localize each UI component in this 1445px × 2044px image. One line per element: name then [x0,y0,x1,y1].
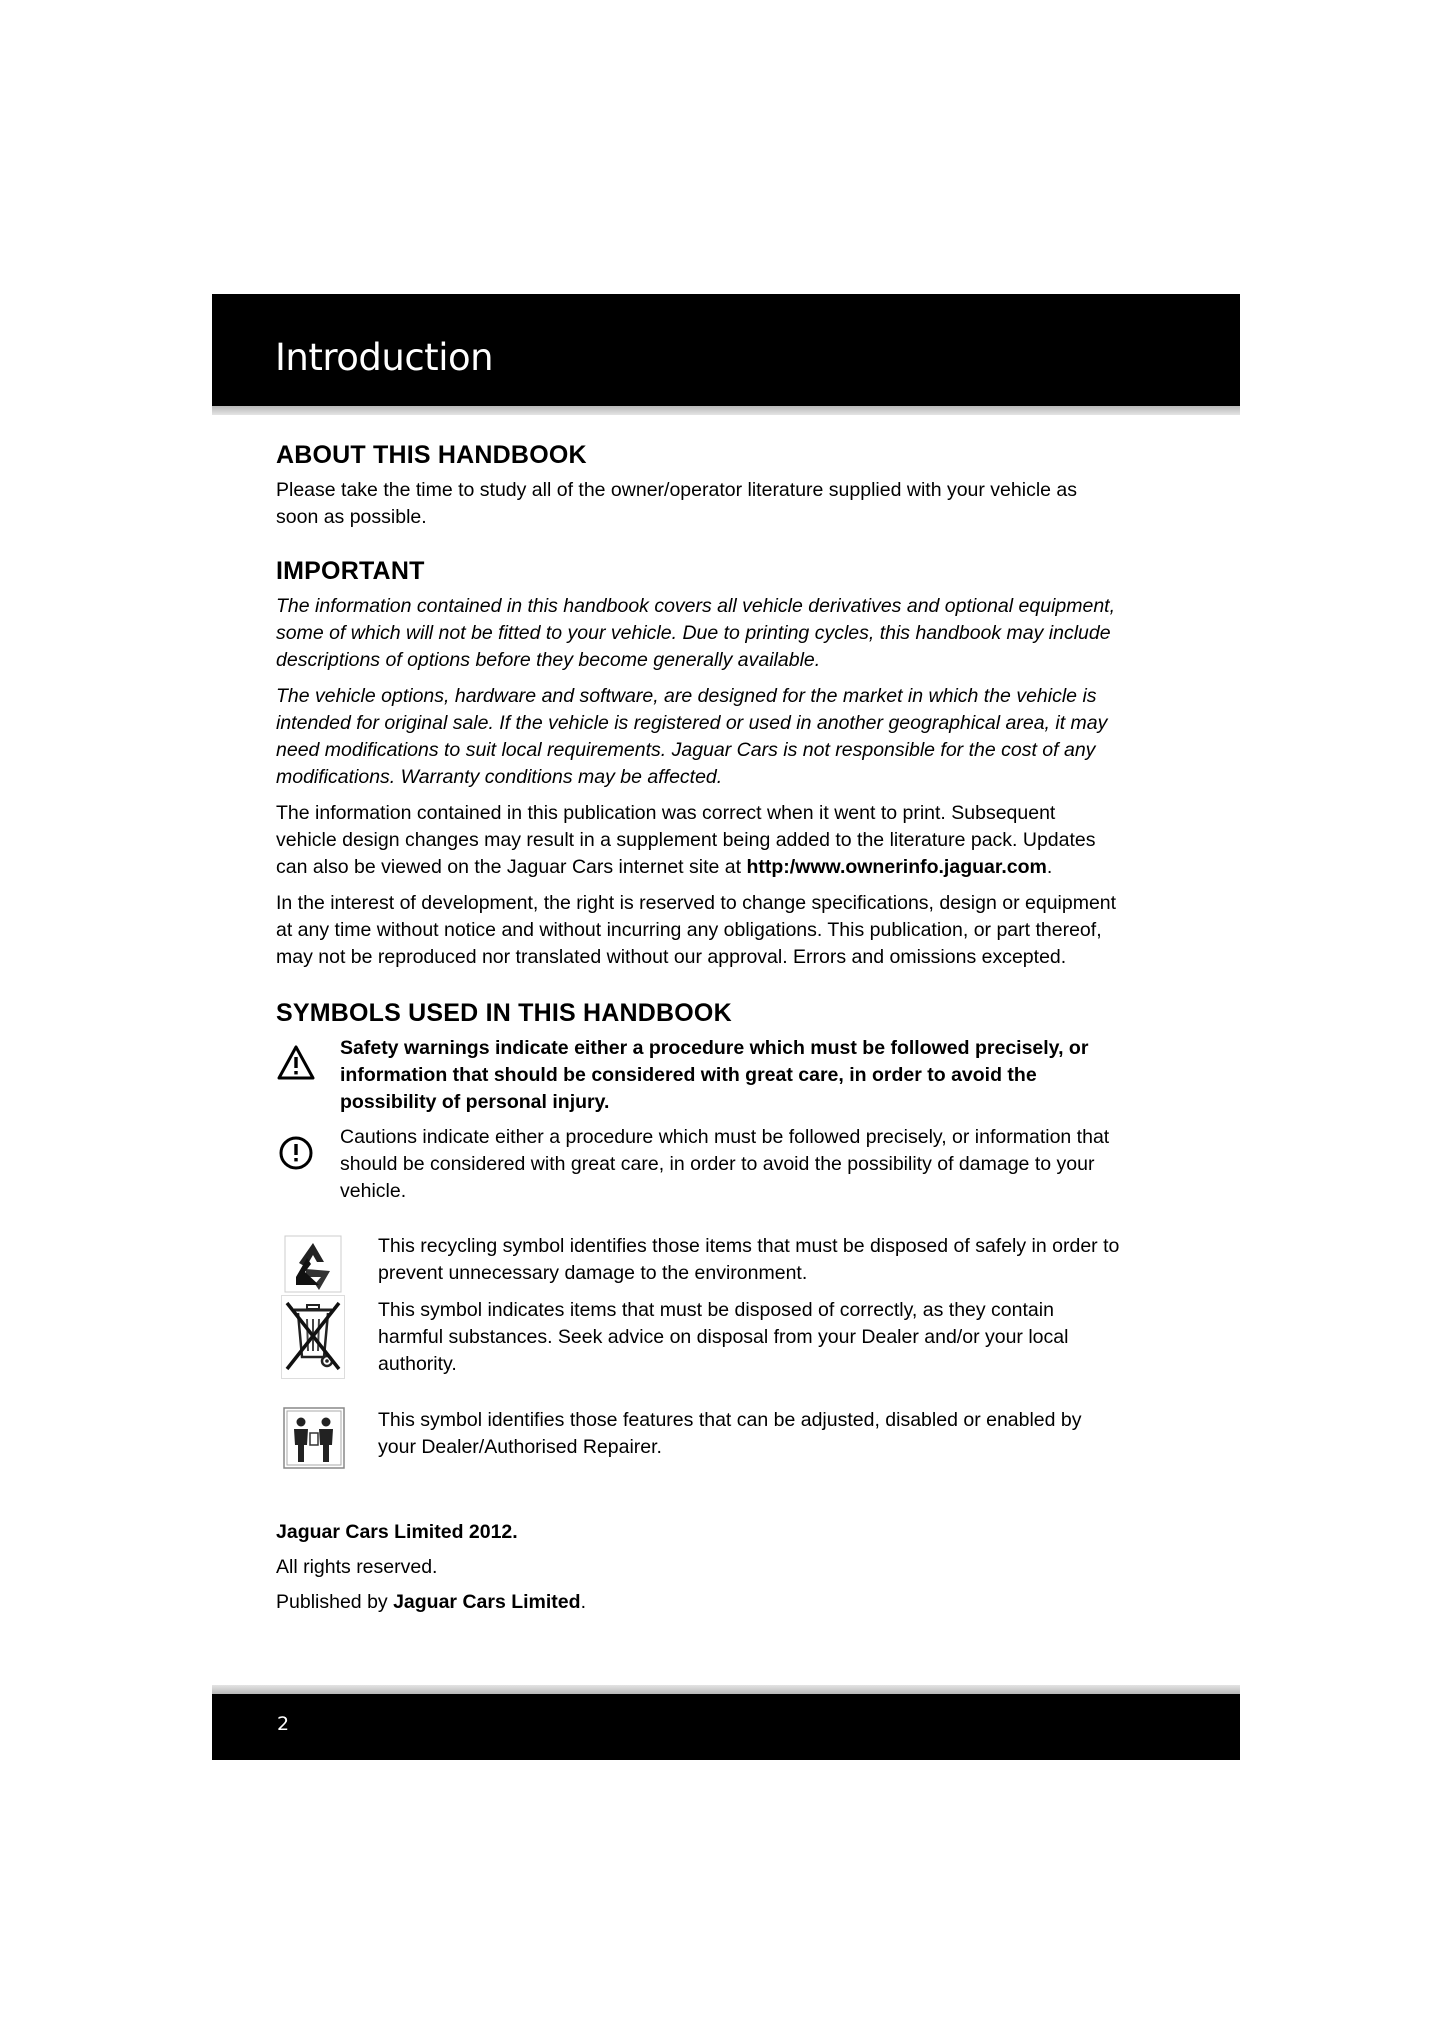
imprint [276,1519,1121,1616]
important-para-3-end: . [1046,856,1053,878]
publisher-prefix: Published by [276,1591,394,1613]
important-heading: IMPORTANT [276,557,425,585]
recycling-icon [284,1235,342,1293]
dealer-symbol-row [276,1407,1121,1461]
header-rule [212,406,1240,415]
chapter-header [212,294,1240,406]
warning-triangle-icon [276,1043,316,1083]
warning-text: Safety warnings indicate either a procedure which must be followed precisely, or information that should be considered with great care, in order to avoid the possibility of personal injury. [340,1037,1089,1113]
symbols-heading: SYMBOLS USED IN THIS HANDBOOK [276,999,732,1027]
publisher-suffix: . [580,1591,586,1613]
warning-symbol-row [276,1035,1121,1116]
crossed-out-bin-icon [281,1295,345,1379]
page-footer [212,1694,1240,1760]
dealer-text: This symbol identifies those features that can be adjusted, disabled or enabled by your Dealer/Authorised Repairer. [378,1409,1082,1458]
disposal-symbol-row [276,1297,1121,1397]
owner-info-url: http:/www.ownerinfo.jaguar.com [746,856,1047,878]
page-number: 2 [277,1713,290,1735]
chapter-title: Introduction [275,336,494,379]
imprint-rights: All rights reserved. [276,1556,438,1578]
disposal-text: This symbol indicates items that must be disposed of correctly, as they contain harmful substances. Seek advice on disposal from your Dealer and/or your local authority. [378,1299,1069,1375]
caution-icon [276,1132,316,1172]
important-para-3-text: The information contained in this publication was correct when it went to print. Subsequent vehicle design changes may result in a supplement being added to the literature pack. Updates can also be viewed on the Jaguar Cars internet site at [276,802,1096,878]
recycling-symbol-row [276,1233,1121,1287]
imprint-publisher [276,1589,1121,1616]
important-para-4: In the interest of development, the right is reserved to change specifications, design or equipment at any time without notice and without incurring any obligations. This publication, or part thereof, may not be reproduced nor translated without our approval. Errors and omissions excepted. [276,892,1117,968]
imprint-company: Jaguar Cars Limited 2012. [276,1521,518,1543]
caution-symbol-row [276,1124,1121,1205]
about-body: Please take the time to study all of the owner/operator literature supplied with your vehicle as soon as possible. [276,479,1078,528]
footer-rule [212,1685,1240,1694]
important-para-2: The vehicle options, hardware and software, are designed for the market in which the vehicle is intended for original sale. If the vehicle is registered or used in another geographical area, it may need modifications to suit local requirements. Jaguar Cars is not responsible for the cost of any modifications. Warranty conditions may be affected. [276,685,1108,788]
publisher-name: Jaguar Cars Limited [393,1591,581,1613]
dealer-technician-icon [283,1407,345,1469]
recycling-text: This recycling symbol identifies those items that must be disposed of safely in order to prevent unnecessary damage to the environment. [378,1235,1120,1284]
about-heading: ABOUT THIS HANDBOOK [276,441,587,469]
important-para-1: The information contained in this handbook covers all vehicle derivatives and optional equipment, some of which will not be fitted to your vehicle. Due to printing cycles, this handbook may include descriptions of options before they become generally available. [276,595,1116,671]
page-content [276,440,1121,1624]
caution-text: Cautions indicate either a procedure which must be followed precisely, or information that should be considered with great care, in order to avoid the possibility of damage to your vehicle. [340,1126,1110,1202]
important-para-3 [276,800,1121,881]
